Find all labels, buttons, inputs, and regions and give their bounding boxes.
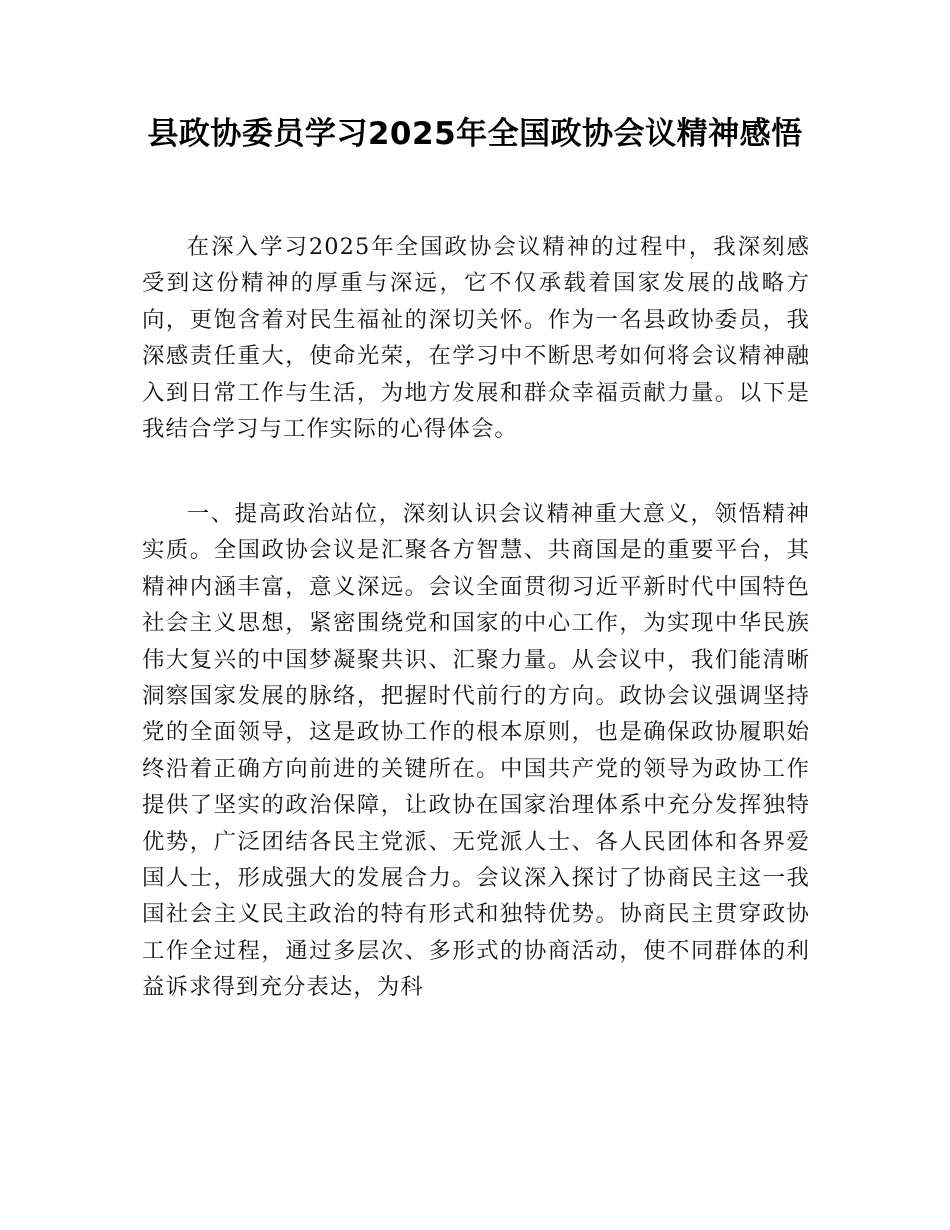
paragraph-intro: 在深入学习2025年全国政协会议精神的过程中，我深刻感受到这份精神的厚重与深远，它不仅承载着国家发展的战略方向，更饱含着对民生福祉的深切关怀。作为一名县政协委员，我深感责任重大，使命光荣，在学习中不断思考如何将会议精神融入到日常工作与生活，为地方发展和群众幸福贡献力量。以下是我结合学习与工作实际的心得体会。: [142, 234, 810, 443]
document-title: 县政协委员学习2025年全国政协会议精神感悟: [147, 116, 803, 152]
paragraph-section-one: 一、提高政治站位，深刻认识会议精神重大意义，领悟精神实质。全国政协会议是汇聚各方智慧、共商国是的重要平台，其精神内涵丰富，意义深远。会议全面贯彻习近平新时代中国特色社会主义思想，紧密围绕党和国家的中心工作，为实现中华民族伟大复兴的中国梦凝聚共识、汇聚力量。从会议中，我们能清晰洞察国家发展的脉络，把握时代前行的方向。政协会议强调坚持党的全面领导，这是政协工作的根本原则，也是确保政协履职始终沿着正确方向前进的关键所在。中国共产党的领导为政协工作提供了坚实的政治保障，让政协在国家治理体系中充分发挥独特优势，广泛团结各民主党派、无党派人士、各人民团体和各界爱国人士，形成强大的发展合力。会议深入探讨了协商民主这一我国社会主义民主政治的特有形式和独特优势。协商民主贯穿政协工作全过程，通过多层次、多形式的协商活动，使不同群体的利益诉求得到充分表达，为科: [142, 501, 810, 1001]
